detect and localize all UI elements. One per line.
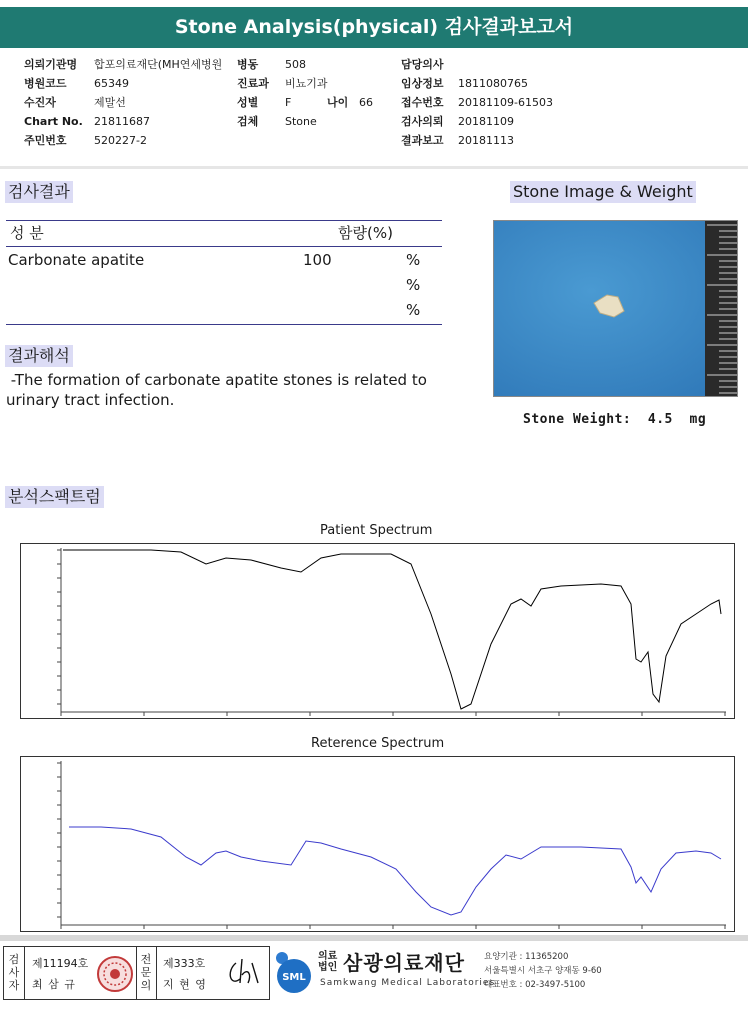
org-type-line-2: 법인 [318,962,338,973]
info-value: 제말선 [94,96,126,109]
table-cell-unit: % [406,251,421,269]
info-value: 비뇨기과 [285,77,328,90]
info-label: 주민번호 [24,134,67,147]
org-phone: 대표번호 : 02-3497-5100 [484,980,586,990]
specialist-signature-icon [222,953,264,991]
specialist-number: 제333호 [163,957,206,970]
interpretation-text-line-1: -The formation of carbonate apatite stones is related to [6,371,427,389]
patient-spectrum-line [63,550,721,709]
spectrum-section-title: 분석스팩트럼 [5,486,104,508]
stone-section-title: Stone Image & Weight [510,181,696,203]
axis-line [61,548,726,712]
tester-label: 검사자 [8,953,20,992]
logo-text: SML [282,972,306,983]
reference-spectrum-frame [20,756,735,932]
divider [136,947,137,999]
reference-spectrum-line [69,827,721,915]
signature-box [3,946,270,1000]
interpretation-text-line-2: urinary tract infection. [6,391,175,409]
info-label: 진료과 [237,77,269,90]
org-name-en: Samkwang Medical Laboratories [320,978,496,988]
info-label: 병원코드 [24,77,67,90]
info-column-3 [401,55,601,150]
table-cell-component: Carbonate apatite [8,251,145,269]
tester-seal-icon [96,955,134,993]
table-cell-amount: 100 [303,251,332,269]
footer-divider [0,935,748,941]
stone-photo-graphic [494,221,737,396]
tester-name: 최 삼 규 [32,978,76,991]
divider [156,947,157,999]
info-label: 접수번호 [401,96,444,109]
info-value: 20181109-61503 [458,96,553,109]
table-header-rule [6,246,442,247]
info-value: 20181109 [458,115,514,128]
org-contact [484,950,602,992]
info-label: 의뢰기관명 [24,58,78,71]
info-label: 병동 [237,58,259,71]
report-title: Stone Analysis(physical) 검사결과보고서 [0,7,748,48]
reference-spectrum-plot [21,757,734,931]
info-value: 1811080765 [458,77,528,90]
table-cell-unit: % [406,301,421,319]
patient-spectrum-title: Patient Spectrum [320,523,433,538]
info-column-1 [24,55,254,150]
specialist-label: 전문의 [140,953,152,992]
info-column-2 [237,55,397,131]
interpretation-section-title: 결과해석 [5,345,73,367]
stone-photo [493,220,738,397]
sml-logo-icon [270,946,318,996]
table-cell-unit: % [406,276,421,294]
info-value: 합포의료재단(MH연세병원 [94,58,223,71]
reference-spectrum-title: Reterence Spectrum [311,736,445,751]
axis-line [61,761,726,925]
header-divider [0,166,748,169]
info-label: 담당의사 [401,58,444,71]
info-value: F [285,96,292,109]
info-value: Stone [285,115,317,128]
tester-number: 제11194호 [32,957,89,970]
results-section-title: 검사결과 [5,181,73,203]
info-value: 65349 [94,77,129,90]
table-bottom-rule [6,324,442,325]
patient-spectrum-frame [20,543,735,719]
org-name: 삼광의료재단 [343,951,465,975]
stone-weight: Stone Weight: 4.5 mg [523,412,707,427]
org-address: 서울특별시 서초구 양재동 9-60 [484,966,602,976]
org-type [318,951,337,973]
info-label: 결과보고 [401,134,444,147]
info-label: 수진자 [24,96,56,109]
specialist-name: 지 현 영 [163,978,207,991]
info-label: Chart No. [24,115,83,128]
col-header-component: 성 분 [10,224,44,242]
info-value: 21811687 [94,115,150,128]
info-value: 20181113 [458,134,514,147]
info-label: 검체 [237,115,259,128]
patient-spectrum-plot [21,544,734,718]
age-value: 66 [359,96,373,109]
divider [24,947,25,999]
info-label: 검사의뢰 [401,115,444,128]
table-top-rule [6,220,442,221]
info-value: 508 [285,58,306,71]
info-value: 520227-2 [94,134,147,147]
org-code: 요양기관 : 11365200 [484,952,569,962]
info-label: 성별 [237,96,259,109]
age-label: 나이 [327,96,349,109]
col-header-amount: 함량(%) [338,224,393,242]
info-label: 임상정보 [401,77,444,90]
org-type-line-1: 의료 [318,951,338,962]
